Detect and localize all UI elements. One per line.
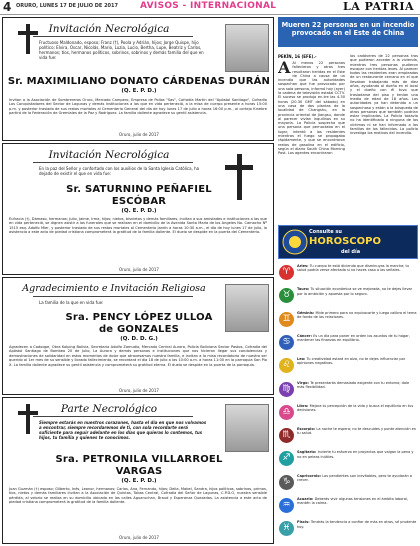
zodiac-text: [297, 357, 417, 365]
news-byline: PEKÍN, 16 (EFE).-: [278, 54, 317, 59]
zodiac-sign-icon: ♌: [279, 358, 294, 373]
zodiac-forecast: Mejora tu percepción de la vida y busca el equilibrio en tus decisiones.: [297, 403, 414, 412]
zodiac-item: [278, 473, 418, 495]
title-divider: [33, 36, 193, 37]
rip-abbrev: (Q. E. P. D.): [121, 88, 157, 94]
obituary-ad-3: [2, 277, 274, 395]
zodiac-sign-icon: ♑: [279, 475, 294, 490]
horoscope-line3: del día: [341, 249, 361, 255]
zodiac-sign-name: Aries:: [297, 264, 310, 268]
horoscope-line1: Consulte su: [309, 229, 342, 235]
news-headline: Mueren 22 personas en un incendio provocado en el Este de China: [278, 17, 418, 47]
zodiac-sign-icon: ♍: [279, 382, 294, 397]
obituary-ad-1: [2, 17, 274, 141]
zodiac-forecast: Te presentarás demasiado exigente con tu entorno; dale más flexibilidad.: [297, 380, 410, 389]
ad-intro: Fructuoso Maldonado, esposo; Franz (†), Poola y Adrián, hijos; Jorge Quispe, hijo político; Elvira, Oscar, Nicolás, Mario, Luzia, Lucio, Bertha, Lupe, Beatriz y Carlos, hermanos; tíos, hermanos políticos, sobrinos, sobrinos y demás familia del que en vida fue:: [39, 40, 204, 60]
zodiac-sign-name: Virgo:: [297, 380, 311, 385]
page-number: 4: [3, 0, 12, 14]
rip-abbrev: (Q. E. P. D.): [121, 478, 157, 484]
zodiac-forecast: Tu situación económica se ve mejorada, no te dejes llevar por la ambición y apuesta por lo seguro.: [297, 287, 413, 296]
section-title: AVISOS - INTERNACIONAL: [140, 1, 277, 11]
zodiac-sign-name: Cáncer:: [297, 333, 314, 338]
zodiac-forecast: Tendrás la tendencia a confiar de más en otros, sé prudente hoy.: [297, 520, 417, 529]
zodiac-item: [278, 333, 418, 355]
zodiac-sign-name: Géminis:: [297, 310, 316, 315]
zodiac-forecast: Deberás vivir algunas tensiones en el ámbito laboral, mantén la calma.: [297, 497, 409, 506]
zodiac-item: [278, 356, 418, 378]
rip-abbrev: (Q. E. P. D.): [121, 208, 157, 214]
deceased-name-line2: de GONZALES: [98, 324, 180, 335]
zodiac-forecast: Los pendientes son inevitables, pero te ayudarán a crecer.: [297, 473, 412, 482]
zodiac-sign-name: Piscis:: [297, 520, 311, 525]
zodiac-forecast: Es un día para poner en orden los asuntos de tu hogar, mantener las finanzas en equilibrio.: [297, 333, 410, 343]
zodiac-text: [297, 287, 417, 295]
zodiac-item: [278, 286, 418, 308]
ad-body: Eufracia (†), Dámaso, hermanos; Julio, Jaime, Irma, hijos; nietos, bisnietos y demás familiares, invitan a sus amistades e instituciones a las que en vida perteneció, se dignen asistir a los funerales que se realizan en el domicilio de la Avenida Santa María de los Angeles No. Camacho Nº 1515 esq. Adolfo Mier, y posterior traslado de sus restos mortales al Cementerio Jardín a horas 10:30 a.m., el día de hoy lunes 17 de julio, la asistencia a este acto de piedad cristiana comprometerá la gratitud de la familia doliente. El duelo se despide en la puerta del Cementerio.: [9, 217, 267, 235]
obituary-column: [2, 17, 274, 544]
title-divider: [33, 416, 193, 417]
zodiac-sign-icon: ♐: [279, 451, 294, 466]
zodiac-sign-icon: ♎: [279, 405, 294, 420]
title-divider: [33, 296, 193, 297]
ad-signature: Oruro, julio de 2017: [119, 535, 159, 540]
news-text-1: Al menos 22 personas fallecieron y otras tres resultaron heridas en el Este de China a causa de un incendio que las autoridades sospechan que fue provocado por una sola persona, informó hoy (ayer) la cadena de televisión estatal CCTV. El suceso se produjo en-tre las 4.30 horas (20.30 GMT del sábado) en una casa de dos plantas de la localidad de Changshu, en la provincia oriental de Jiangsu, donde al parecer vivían inquilinos en su mayoría. La Policía sospecha que una persona que pernoctaba en el lugar, intentó a los residentes mientras el fuego se propagaba rápidamente, y que se encontraron restos de gasolina en el edificio, según el diario South China Morning Post. Los agentes encontraron: [278, 61, 345, 156]
ad-intro: Siempre estarás en nuestros corazones, hasta el día en que nos volvamos a encontrar, siempre recordaremos de ti, con sola recordarte será suficiente para seguir adelante en los días que quieras lo contemos, tus hijos, tu familia y quienes te conocimos.: [39, 420, 207, 440]
zodiac-item: [278, 380, 418, 402]
deceased-name-line1: Sra. PETRONILA VILLARROEL: [55, 454, 223, 465]
obituary-ad-4: [2, 397, 274, 544]
title-divider: [33, 162, 193, 163]
zodiac-sign-icon: ♉: [279, 288, 294, 303]
ad-title: Invitación Necrológica: [48, 149, 170, 161]
zodiac-forecast: Invierte tu esfuerzo en proyectos que valgan la pena y no en peleas inútiles.: [297, 450, 414, 459]
zodiac-sign-name: Tauro:: [297, 287, 311, 292]
zodiac-text: [297, 334, 417, 342]
ad-title: Agradecimiento e Invitación Religiosa: [22, 283, 206, 294]
ad-title: Parte Necrológico: [60, 403, 158, 415]
drop-cap: A: [278, 61, 291, 77]
zodiac-text: [297, 474, 417, 482]
zodiac-item: [278, 426, 418, 448]
zodiac-item: [278, 310, 418, 332]
zodiac-sign-name: Escorpio:: [297, 427, 317, 432]
zodiac-forecast: La noche te espera; no te descuides y ponte atención en tu salud.: [297, 427, 417, 436]
ad-body: Agradecen a Cadoqpe, Obra Kolping Bolivia, Secretaria Adolfo Zamudio, Mercado Central Aurora, Policía Boliviana Sector Pastos, Cofradía del Apóstol Santiago de Bombeo 20 de Julio, La Aurora y demás personas e instituciones que nos hicieron llegar sus condolencias y demostraciones de solidaridad en estos momentos de dolor que atravesamos nuestra familia, e invitan a la misa recordatoria de nuestro ser querido al 1er mes de su sensible y llorado fallecimiento, se recordará el día 18 de julio a las 10:00 a.m. a horas 11:00 en la parroquia San Pio X. La familia doliente agradece su gentil asistencia y comprometerá su gratitud eterna. El duelo se despide en la puerta de la parroquia.: [9, 345, 267, 367]
zodiac-sign-name: Capricornio:: [297, 473, 323, 478]
ad-body: Invitan a la Asociación de Sombrereros Oruro, Mercado Campero, Empresa de Pollos "Sas", Cofradía Martín del "Apóstol Santiago", Cofradía Los Conquistadores del Sector de Lagunas y demás instituciones a las que en vida perteneció, a la misa de cuerpo presente a horas 15:00 p.m. y posterior traslado de sus restos mortales al Cementerio General del día de hoy lunes 17 de julio a horas 16:00 p.m., al cortejo fúnebre partirá de la Federación de Gremiales de la Paz y Rodríguez. La familia doliente agradece su gentil asistencia.: [9, 98, 267, 116]
deceased-name: Sr. MAXIMILIANO DONATO CÁRDENAS DURÁN: [7, 76, 271, 87]
zodiac-item: [278, 449, 418, 471]
horoscope-banner: [278, 225, 418, 259]
zodiac-forecast: Tu creatividad estará en alza, no te dejes influenciar por opiniones negativas.: [297, 357, 406, 366]
ad-body: Juan Guzmán (†) esposo; Gilberto, Inés, Leonor, hermanos; Carlos, Ana, Fernando, hijos; Delia, Mabel, Sandra, hijos políticos, sobrinos, primos, tíos, nietos y demás familiares invitan a la Asociación de Quintas, Tobas Central, Cofradía del Señor de Lagunas, C.P.D.O, nuestra sensible pérdida, al velorio se realiza en su domicilio ubicado en las calles Aguaruchan, Braud y Esperanza Quezadas. La asistencia a este acto de piedad cristiana comprometerá la gratitud de la familia doliente.: [9, 487, 267, 505]
zodiac-sign-name: Sagitario:: [297, 450, 318, 455]
zodiac-text: [297, 381, 417, 389]
ad-intro: En la paz del Señor y confortado con los auxilios de la Santa Iglesia Católica, ha dejado de existir el que en vida fue:: [39, 166, 200, 176]
zodiac-text: [297, 497, 417, 505]
zodiac-text: [297, 427, 417, 435]
ad-intro: La familia de la que en vida fue:: [39, 300, 104, 305]
ad-title: Invitación Necrológica: [48, 23, 170, 35]
news-column-1: [278, 61, 345, 223]
zodiac-text: [297, 404, 417, 412]
zodiac-sign-icon: ♈: [279, 265, 294, 280]
zodiac-item: [278, 496, 418, 518]
zodiac-sign-icon: ♓: [279, 521, 294, 536]
ad-signature: Oruro, julio de 2017: [119, 132, 159, 137]
zodiac-sign-icon: ♋: [279, 335, 294, 350]
zodiac-sign-name: Leo:: [297, 357, 307, 362]
zodiac-sign-icon: ♊: [279, 312, 294, 327]
deceased-photo: [225, 24, 269, 72]
zodiac-item: [278, 403, 418, 425]
deceased-name-line1: Sr. SATURNINO PEÑAFIEL: [66, 184, 212, 195]
zodiac-text: [297, 450, 417, 458]
ad-signature: Oruro, julio de 2017: [119, 388, 159, 393]
deceased-name-line2: VARGAS: [115, 466, 163, 477]
deceased-photo: [225, 404, 269, 452]
zodiac-text: [297, 311, 417, 319]
page-date: ORURO, LUNES 17 DE JULIO DE 2017: [16, 3, 118, 9]
horoscope-title: HOROSCOPO: [309, 236, 381, 247]
zodiac-sign-name: Libra:: [297, 403, 310, 408]
zodiac-wheel-icon: [282, 229, 308, 255]
zodiac-sign-icon: ♏: [279, 428, 294, 443]
zodiac-item: [278, 519, 418, 541]
zodiac-text: [297, 520, 417, 528]
ad-signature: Oruro, julio de 2017: [119, 267, 159, 272]
newspaper-brand: LA PATRIA: [342, 0, 414, 13]
rip-abbrev: (Q. D. D. G.): [120, 336, 158, 342]
zodiac-forecast: Mide primero para no equivocarte y luego calibra el tema de fondo de las relaciones.: [297, 310, 417, 319]
news-column-2: los cadáveres de 22 personas tras que pudieron acceder a la vivienda, mientras tres personas pudieron escapar con heridas leves. Al parecer todas las residentes eran empleadas de un restaurante cercano en el que llevaban trabajando más de diez años, ayudando al dueño en el local y el dueño con él tuvo que trasladarse del piso y tenían una media de edad de 18 años. Las autoridades ya han detenido a un sospechoso y están a la búsqueda de otros personas que también podrían estar implicadas. La Policía todavía no ha identificado a ninguna de las víctimas ni se han informado a las familias de los fallecidos. La policía investiga los motivos del incendio.: [350, 54, 418, 136]
zodiac-sign-icon: ♒: [279, 498, 294, 513]
deceased-name-line2: ESCÓBAR: [111, 196, 167, 207]
zodiac-forecast: Tu cuerpo te está diciendo que disminuyas la marcha; tu salud podría verse afectada si no haces caso a las señales.: [297, 264, 410, 273]
page-header: [0, 0, 420, 15]
zodiac-item: [278, 263, 418, 285]
zodiac-text: [297, 264, 417, 272]
zodiac-sign-name: Acuario:: [297, 497, 315, 501]
international-column: [278, 17, 418, 544]
deceased-name-line1: Sra. PENCY LÓPEZ ULLOA: [65, 312, 213, 323]
obituary-ad-2: [2, 143, 274, 275]
